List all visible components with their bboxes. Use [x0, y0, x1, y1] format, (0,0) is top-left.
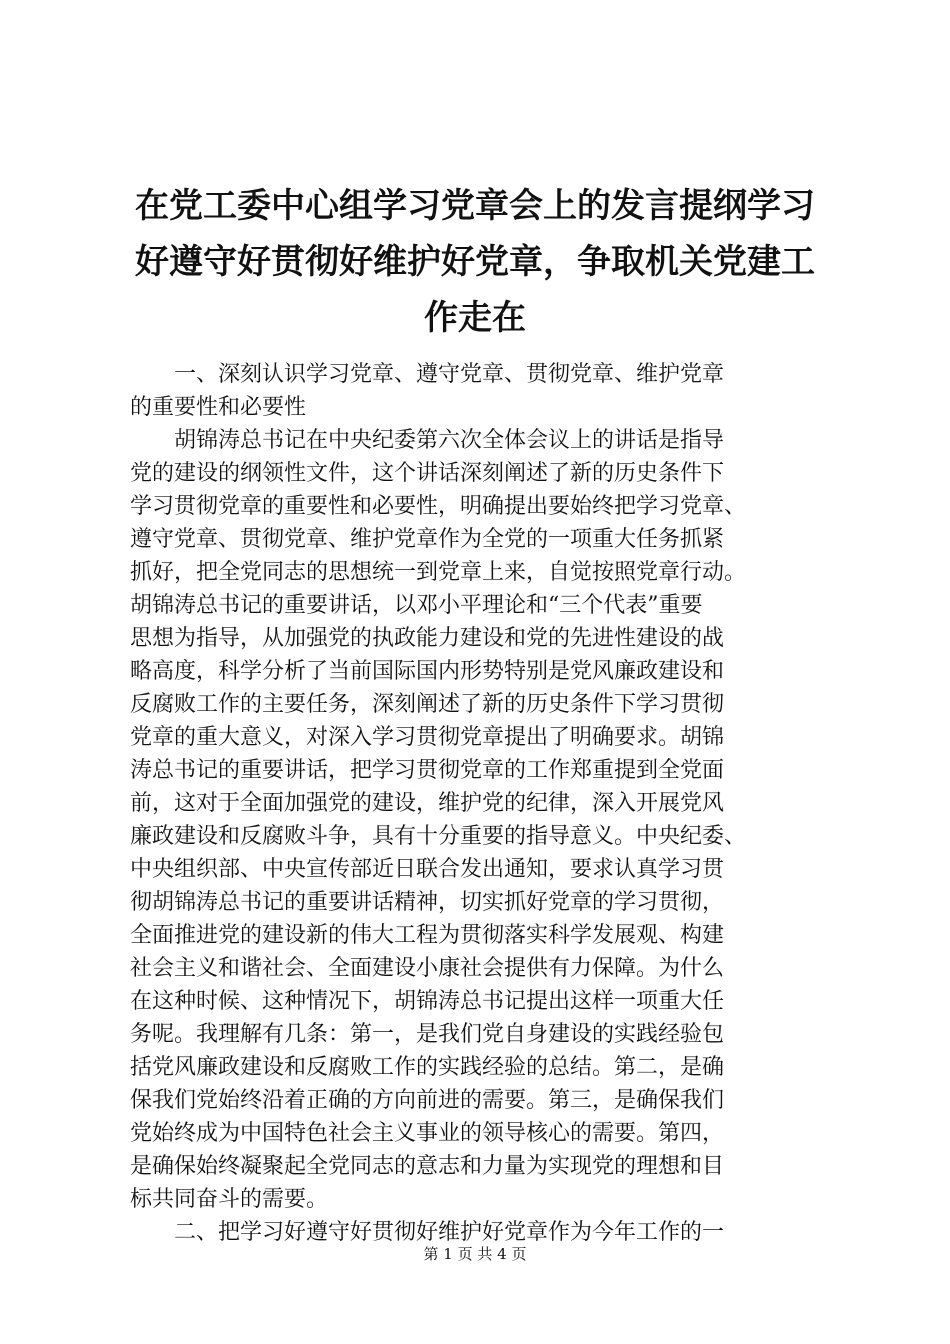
section-heading-line: 二、把学习好遵守好贯彻好维护好党章作为今年工作的一: [174, 1220, 725, 1245]
paragraph-line: 在这种时候、这种情况下，胡锦涛总书记提出这样一项重大任: [130, 989, 725, 1014]
paragraph-line: 务呢。我理解有几条：第一，是我们党自身建设的实践经验包: [130, 1022, 725, 1047]
paragraph-line: 彻胡锦涛总书记的重要讲话精神，切实抓好党章的学习贯彻，: [130, 890, 725, 915]
paragraph-line: 中央组织部、中央宣传部近日联合发出通知，要求认真学习贯: [130, 857, 725, 882]
paragraph-line: 思想为指导，从加强党的执政能力建设和党的先进性建设的战: [130, 626, 725, 651]
page-footer: 第 1 页 共 4 页: [423, 1245, 527, 1263]
paragraph-line: 是确保始终凝聚起全党同志的意志和力量为实现党的理想和目: [130, 1154, 725, 1179]
paragraph-line: 党的建设的纲领性文件，这个讲话深刻阐述了新的历史条件下: [130, 461, 725, 486]
section-heading-line: 一、深刻认识学习党章、遵守党章、贯彻党章、维护党章: [174, 362, 725, 387]
document-title: [118, 178, 832, 346]
document-body: [130, 358, 830, 1249]
paragraph-line: 党章的重大意义，对深入学习贯彻党章提出了明确要求。胡锦: [130, 725, 725, 750]
paragraph-line: 反腐败工作的主要任务，深刻阐述了新的历史条件下学习贯彻: [130, 692, 725, 717]
title-line: 好遵守好贯彻好维护好党章，争取机关党建工: [135, 242, 815, 282]
paragraph-line: 党始终成为中国特色社会主义事业的领导核心的需要。第四，: [130, 1121, 725, 1146]
paragraph-line: 胡锦涛总书记的重要讲话，以邓小平理论和“三个代表”重要: [130, 593, 703, 618]
paragraph-line: 全面推进党的建设新的伟大工程为贯彻落实科学发展观、构建: [130, 923, 725, 948]
paragraph-line: 括党风廉政建设和反腐败工作的实践经验的总结。第二，是确: [130, 1055, 725, 1080]
paragraph-line: 涛总书记的重要讲话，把学习贯彻党章的工作郑重提到全党面: [130, 758, 725, 783]
title-line: 在党工委中心组学习党章会上的发言提纲学习: [135, 186, 815, 226]
title-line: 作走在: [424, 298, 526, 338]
paragraph-line: 廉政建设和反腐败斗争，具有十分重要的指导意义。中央纪委、: [130, 824, 747, 849]
paragraph-line: 前，这对于全面加强党的建设，维护党的纪律，深入开展党风: [130, 791, 725, 816]
paragraph-line: 学习贯彻党章的重要性和必要性，明确提出要始终把学习党章、: [130, 494, 747, 519]
paragraph-line: 社会主义和谐社会、全面建设小康社会提供有力保障。为什么: [130, 956, 725, 981]
paragraph-line: 略高度，科学分析了当前国际国内形势特别是党风廉政建设和: [130, 659, 725, 684]
paragraph-line: 保我们党始终沿着正确的方向前进的需要。第三，是确保我们: [130, 1088, 725, 1113]
paragraph-line: 标共同奋斗的需要。: [130, 1187, 329, 1212]
section-heading-line: 的重要性和必要性: [130, 395, 307, 420]
paragraph-line: 遵守党章、贯彻党章、维护党章作为全党的一项重大任务抓紧: [130, 527, 725, 552]
paragraph-line: 抓好，把全党同志的思想统一到党章上来，自觉按照党章行动。: [130, 560, 747, 585]
paragraph-line: 胡锦涛总书记在中央纪委第六次全体会议上的讲话是指导: [174, 428, 725, 453]
